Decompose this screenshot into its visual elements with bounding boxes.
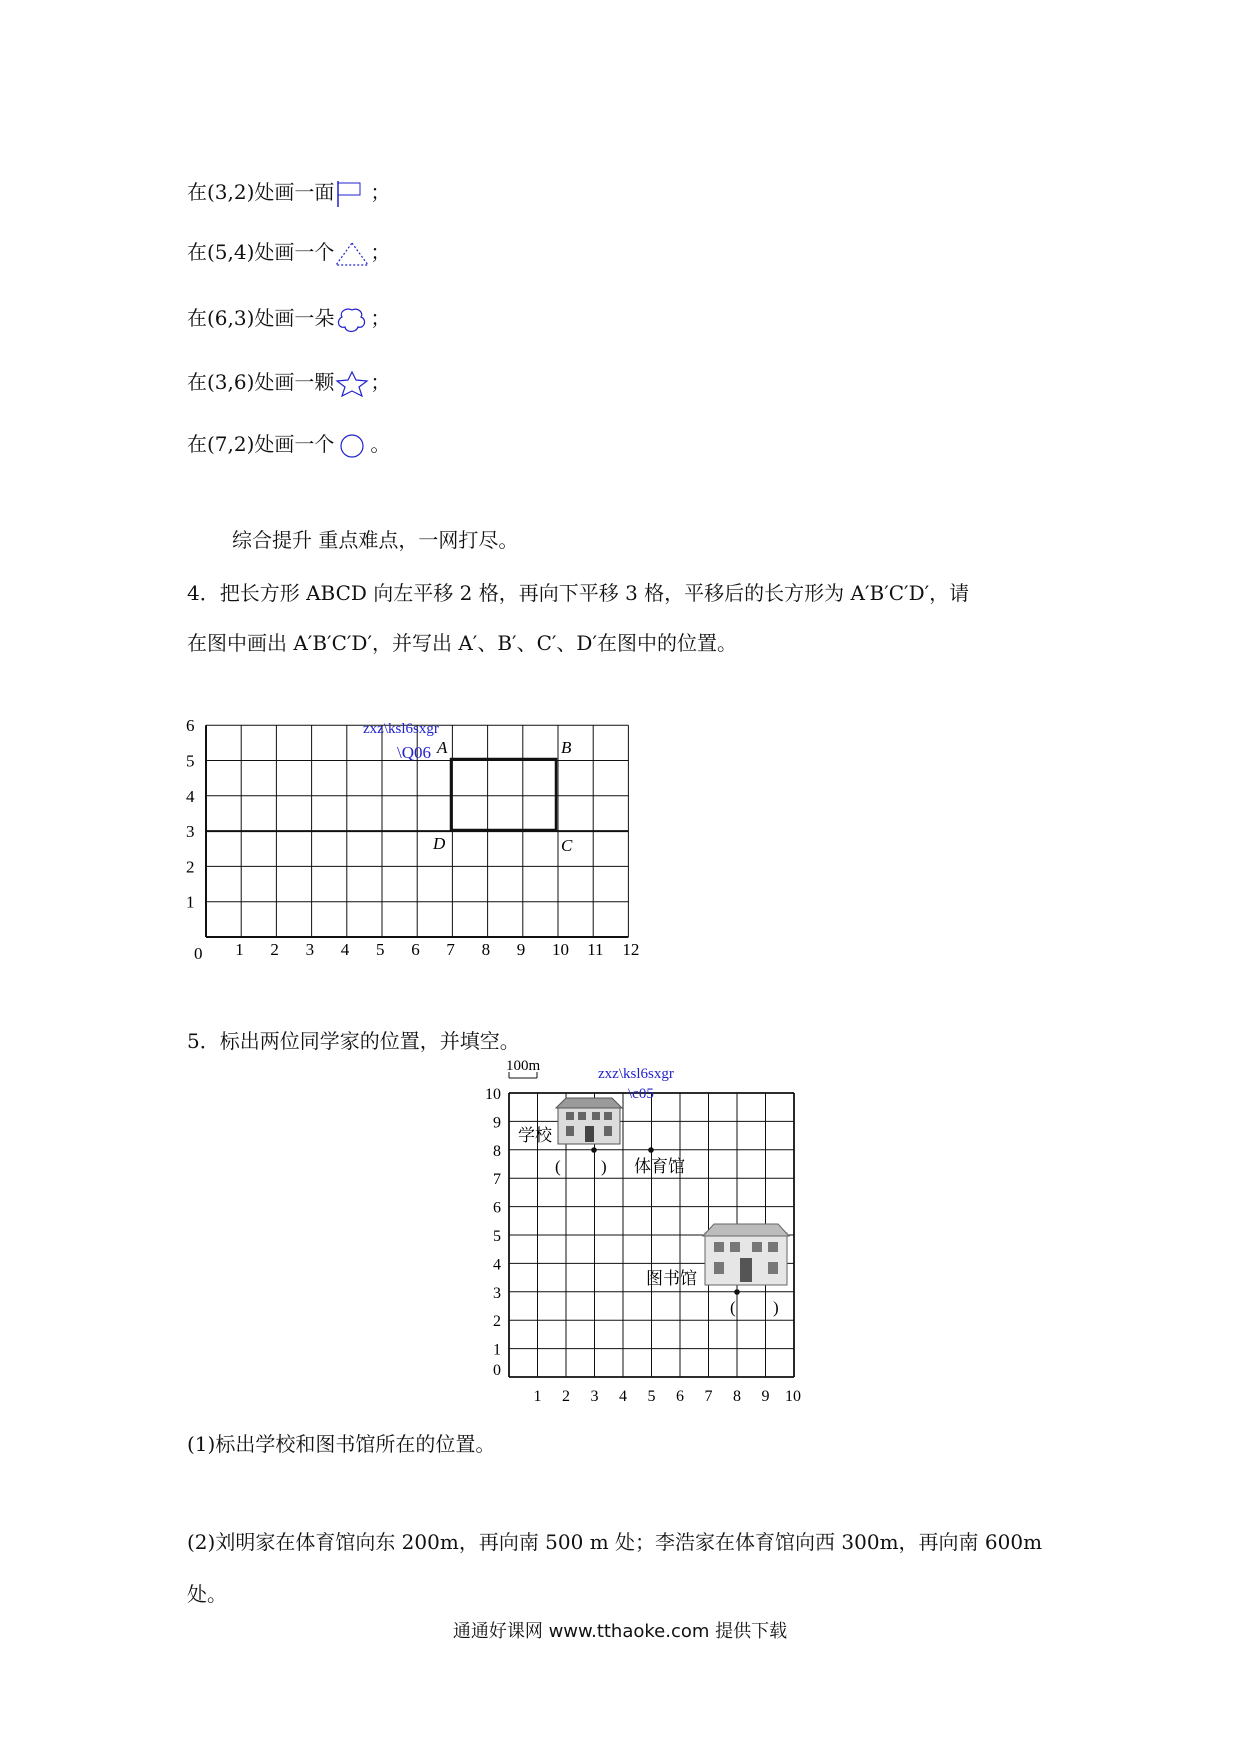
label-a: A xyxy=(437,738,448,757)
q4-x-tick: 3 xyxy=(305,940,315,959)
label-b: B xyxy=(561,738,572,757)
q4-y-tick: 1 xyxy=(186,892,195,912)
footer: 通通好课网 www.tthaoke.com 提供下载 xyxy=(452,1621,788,1642)
school-label: 学校 xyxy=(518,1126,552,1146)
instruction-end: 。 xyxy=(370,432,391,456)
q4-x-tick: 1 xyxy=(235,940,244,959)
q5-x-tick: 5 xyxy=(647,1388,656,1405)
instruction-end: ； xyxy=(370,180,391,204)
q5-watermark-2: \c05 xyxy=(628,1086,654,1102)
q4-y-tick: 2 xyxy=(186,857,195,877)
q5-y-tick: 1 xyxy=(493,1341,501,1359)
q4-grid-lines xyxy=(206,725,628,937)
label-c: C xyxy=(561,836,573,855)
q4-y-tick: 5 xyxy=(186,751,195,771)
q4-x-tick: 9 xyxy=(516,940,526,959)
q5-y-tick: 6 xyxy=(493,1199,501,1217)
library-point xyxy=(734,1289,740,1295)
q4-x-tick: 5 xyxy=(376,940,385,959)
q5-x-tick: 1 xyxy=(533,1388,542,1405)
instruction-end: ； xyxy=(370,306,391,330)
gym-point xyxy=(648,1147,654,1153)
library-building-icon xyxy=(703,1224,789,1285)
q4-x-tick: 8 xyxy=(481,940,491,959)
q5-x-tick: 10 xyxy=(785,1388,801,1405)
q5-grid-lines xyxy=(509,1093,794,1377)
q4-x-tick: 4 xyxy=(340,940,350,959)
library-answer-paren-left: ( xyxy=(730,1298,736,1317)
q5-x-tick: 9 xyxy=(761,1388,770,1405)
school-answer-paren-right: ) xyxy=(601,1157,607,1176)
flower-icon xyxy=(334,307,370,333)
q5-x-tick: 3 xyxy=(590,1388,599,1405)
q5-y-tick: 10 xyxy=(485,1086,501,1103)
instruction-text: 在(6,3)处画一朵 xyxy=(187,306,335,330)
label-d: D xyxy=(433,834,446,853)
library-label: 图书馆 xyxy=(646,1269,697,1289)
q4-y-tick: 4 xyxy=(186,786,195,806)
q4-watermark-2: \Q06 xyxy=(397,743,431,762)
q4-x-tick: 12 xyxy=(622,940,640,959)
instruction-2 xyxy=(187,240,390,267)
instruction-1 xyxy=(187,180,390,207)
q5-sub2-line2: 处。 xyxy=(187,1582,227,1606)
q5-x-tick: 2 xyxy=(562,1388,570,1405)
school-answer-paren-left: ( xyxy=(555,1157,561,1176)
q5-y-tick: 3 xyxy=(493,1284,501,1302)
q4-tick-labels xyxy=(186,716,639,963)
scale-label: 100m xyxy=(506,1058,541,1074)
q5-watermark-1: zxz\ksl6sxgr xyxy=(598,1066,674,1082)
q4-x-tick: 11 xyxy=(587,940,604,959)
q4-x-tick: 2 xyxy=(270,940,279,959)
school-point xyxy=(591,1147,597,1153)
q4-watermark-1: zxz\ksl6sxgr xyxy=(363,721,439,737)
instruction-text: 在(3,2)处画一面 xyxy=(187,180,335,204)
instruction-text: 在(5,4)处画一个 xyxy=(187,240,335,264)
instruction-3 xyxy=(187,306,390,333)
flag-icon xyxy=(334,181,370,207)
instruction-end: ； xyxy=(370,370,391,394)
q5-y-tick: 2 xyxy=(493,1313,501,1331)
circle-icon xyxy=(334,433,370,459)
q4-line1: 4．把长方形 ABCD 向左平移 2 格，再向下平移 3 格，平移后的长方形为 A′B′C′D′，请 xyxy=(187,581,970,605)
q5-y-tick: 8 xyxy=(493,1142,501,1160)
q5-y-tick: 0 xyxy=(493,1362,501,1379)
q4-x-tick: 7 xyxy=(446,940,455,959)
q5-tick-labels xyxy=(485,1086,801,1405)
q4-y-tick: 6 xyxy=(186,716,195,736)
instruction-end: ； xyxy=(370,240,391,264)
q5-x-tick: 6 xyxy=(676,1388,684,1405)
q5-sub1: (1)标出学校和图书馆所在的位置。 xyxy=(187,1432,496,1456)
rectangle-abcd xyxy=(451,759,556,830)
gym-label: 体育馆 xyxy=(634,1157,685,1177)
q5-x-tick: 7 xyxy=(704,1388,713,1405)
q5-x-tick: 4 xyxy=(619,1388,627,1405)
triangle-icon xyxy=(334,241,370,267)
q4-x-tick: 10 xyxy=(552,940,569,959)
q4-line2: 在图中画出 A′B′C′D′，并写出 A′、B′、C′、D′在图中的位置。 xyxy=(187,631,737,655)
q5-sub2-line1: (2)刘明家在体育馆向东 200m，再向南 500 m 处；李浩家在体育馆向西 300m，再向南 600m xyxy=(187,1530,1043,1554)
q5-y-tick: 7 xyxy=(493,1171,501,1189)
q4-y-tick: 3 xyxy=(186,822,195,842)
q5-heading: 5．标出两位同学家的位置，并填空。 xyxy=(187,1029,520,1053)
q4-x-tick: 0 xyxy=(194,944,203,963)
star-icon xyxy=(334,371,370,397)
instruction-text: 在(7,2)处画一个 xyxy=(187,432,335,456)
q5-y-tick: 9 xyxy=(493,1114,501,1132)
library-answer-paren-right: ) xyxy=(773,1298,779,1317)
q5-x-tick: 8 xyxy=(733,1388,741,1405)
school-building-icon xyxy=(556,1098,622,1144)
q4-x-tick: 6 xyxy=(411,940,420,959)
section-heading: 综合提升 重点难点，一网打尽。 xyxy=(232,528,519,552)
scale-bar xyxy=(509,1072,537,1078)
q5-y-tick: 4 xyxy=(493,1256,501,1274)
instruction-5 xyxy=(187,432,390,459)
instruction-4 xyxy=(187,370,390,397)
q5-y-tick: 5 xyxy=(493,1228,501,1245)
instruction-text: 在(3,6)处画一颗 xyxy=(187,370,335,394)
